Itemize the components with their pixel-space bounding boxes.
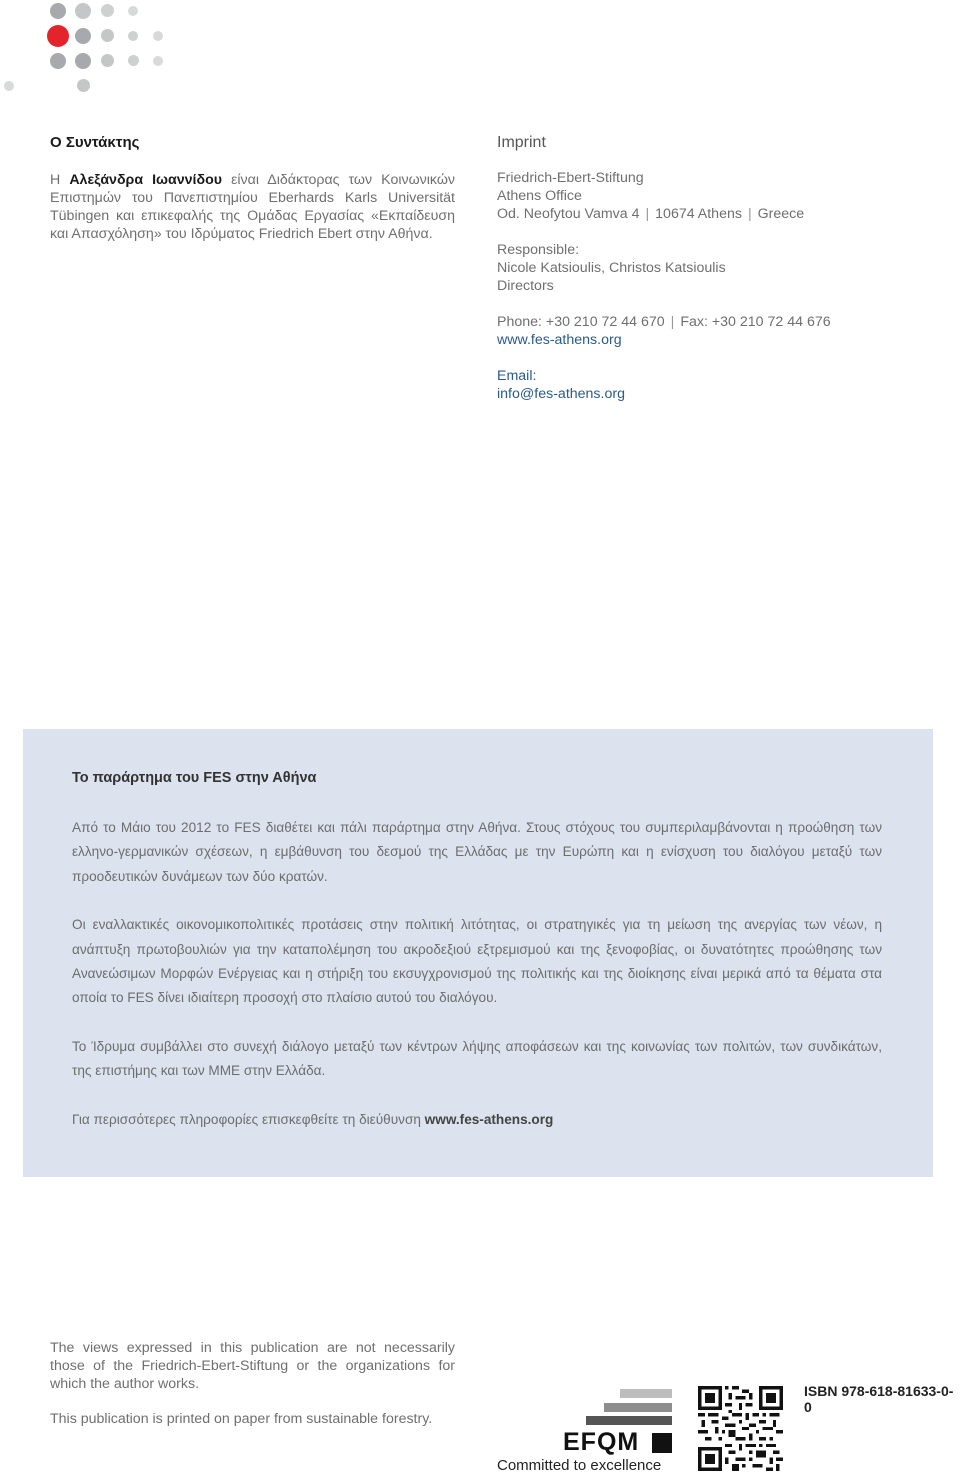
logo-dot: [75, 53, 91, 69]
logo-dot: [101, 4, 114, 17]
email-label: Email:: [497, 368, 537, 384]
imprint-address: [497, 205, 937, 223]
logo-dot: [128, 6, 138, 16]
logo-dot: [50, 53, 66, 69]
address-country: Greece: [757, 206, 805, 222]
fax: Fax: +30 210 72 44 676: [680, 314, 831, 330]
imprint-org: Friedrich-Ebert-Stiftung: [497, 170, 644, 186]
fes-paragraph-more-info: [72, 1108, 882, 1132]
efqm-bar: [604, 1403, 672, 1412]
address-city: 10674 Athens: [655, 206, 742, 222]
bio-text: είναι Διδάκτορας των Κοινωνικών Επιστημών του Πανεπιστημίου Eberhards Karls Universität Tübingen και επικεφαλής της Ομάδας Εργασίας «Εκπαίδευση και Απασχόληση» του Ιδρύματος Friedrich Ebert στην Αθήνα.: [50, 172, 455, 242]
logo-dot: [75, 28, 91, 44]
responsible-names: Nicole Katsioulis, Christos Katsioulis: [497, 260, 726, 276]
responsible-label: Responsible:: [497, 242, 580, 258]
efqm-bar: [586, 1416, 672, 1425]
imprint: [497, 134, 937, 403]
logo-dot: [153, 31, 163, 41]
logo-dot: [50, 3, 66, 19]
logo-dot: [101, 29, 114, 42]
separator: |: [747, 206, 752, 222]
fes-paragraph: Από το Μάιο του 2012 το FES διαθέτει και πάλι παράρτημα στην Αθήνα. Στους στόχους του συμπεριλαμβάνονται η προώθηση των ελληνο-γερμανικών σχέσεων, η εμβάθυνση του δεσμού της Ελλάδας με την Ευρώπη και η ενίσχυση του διαλόγου μεταξύ των προοδευτικών δυνάμεων των δύο κρατών.: [72, 820, 882, 884]
website-link[interactable]: www.fes-athens.org: [497, 332, 622, 348]
efqm-wordmark: EFQM: [563, 1428, 640, 1456]
fes-website-link[interactable]: www.fes-athens.org: [424, 1111, 554, 1127]
logo-dot: [153, 56, 163, 66]
contact-phone-fax: [497, 313, 937, 331]
responsible-role: Directors: [497, 278, 554, 294]
printed-note: This publication is printed on paper from sustainable forestry.: [50, 1411, 433, 1427]
logo-dot: [101, 54, 114, 67]
disclaimer: The views expressed in this publication are not necessarily those of the Friedrich-Ebert-Stiftung or the organizations for which the author works.: [50, 1340, 455, 1392]
phone: Phone: +30 210 72 44 670: [497, 314, 665, 330]
logo-dot: [77, 79, 90, 92]
logo-dot: [4, 81, 14, 91]
author-heading: Ο Συντάκτης: [50, 134, 140, 151]
efqm-square: [652, 1433, 672, 1453]
imprint-heading: Imprint: [497, 134, 546, 151]
imprint-office: Athens Office: [497, 188, 582, 204]
bio-prefix: Η: [50, 172, 61, 188]
author-bio: [50, 171, 455, 243]
qr-code-icon: [698, 1386, 783, 1471]
fes-paragraph: Το Ίδρυμα συμβάλλει στο συνεχή διάλογο μεταξύ των κέντρων λήψης αποφάσεων και της κοινωνίας των πολιτών, των συνδικάτων, της επιστήμης και των ΜΜΕ στην Ελλάδα.: [72, 1038, 882, 1079]
logo-dot-red: [47, 25, 69, 47]
more-info-text: Για περισσότερες πληροφορίες επισκεφθείτε τη διεύθυνση: [72, 1111, 421, 1127]
logo-dot: [128, 55, 139, 66]
author-name: Αλεξάνδρα Ιωαννίδου: [69, 172, 222, 188]
logo-dot: [128, 31, 138, 41]
fes-box-title: Το παράρτημα του FES στην Αθήνα: [72, 770, 317, 786]
efqm-bar: [620, 1389, 672, 1398]
separator: |: [645, 206, 650, 222]
efqm-tagline: Committed to excellence: [497, 1457, 662, 1474]
email-link[interactable]: info@fes-athens.org: [497, 386, 625, 402]
logo-dot: [75, 3, 91, 19]
isbn: ISBN 978-618-81633-0-0: [804, 1383, 954, 1415]
fes-info-box: [23, 729, 933, 1177]
fes-paragraph: Οι εναλλακτικές οικονομικοπολιτικές προτάσεις στην πολιτική λιτότητας, οι στρατηγικές για τη μείωση της ανεργίας των νέων, η ανάπτυξη πρωτοβουλιών για την καταπολέμηση του ακροδεξιού εξτρεμισμού και της ξενοφοβίας, οι δυνατότητες προώθησης των Ανανεώσιμων Μορφών Ενέργειας και η στήριξη του εκσυγχρονισμού της πολιτικής και της διοίκησης είναι μερικά από τα θέματα στα οποία το FES δίνει ιδιαίτερη προσοχή στο πλαίσιο αυτού του διαλόγου.: [72, 917, 882, 1006]
separator: |: [670, 314, 675, 330]
qr-code: [698, 1386, 783, 1471]
address-street: Od. Neofytou Vamva 4: [497, 206, 640, 222]
